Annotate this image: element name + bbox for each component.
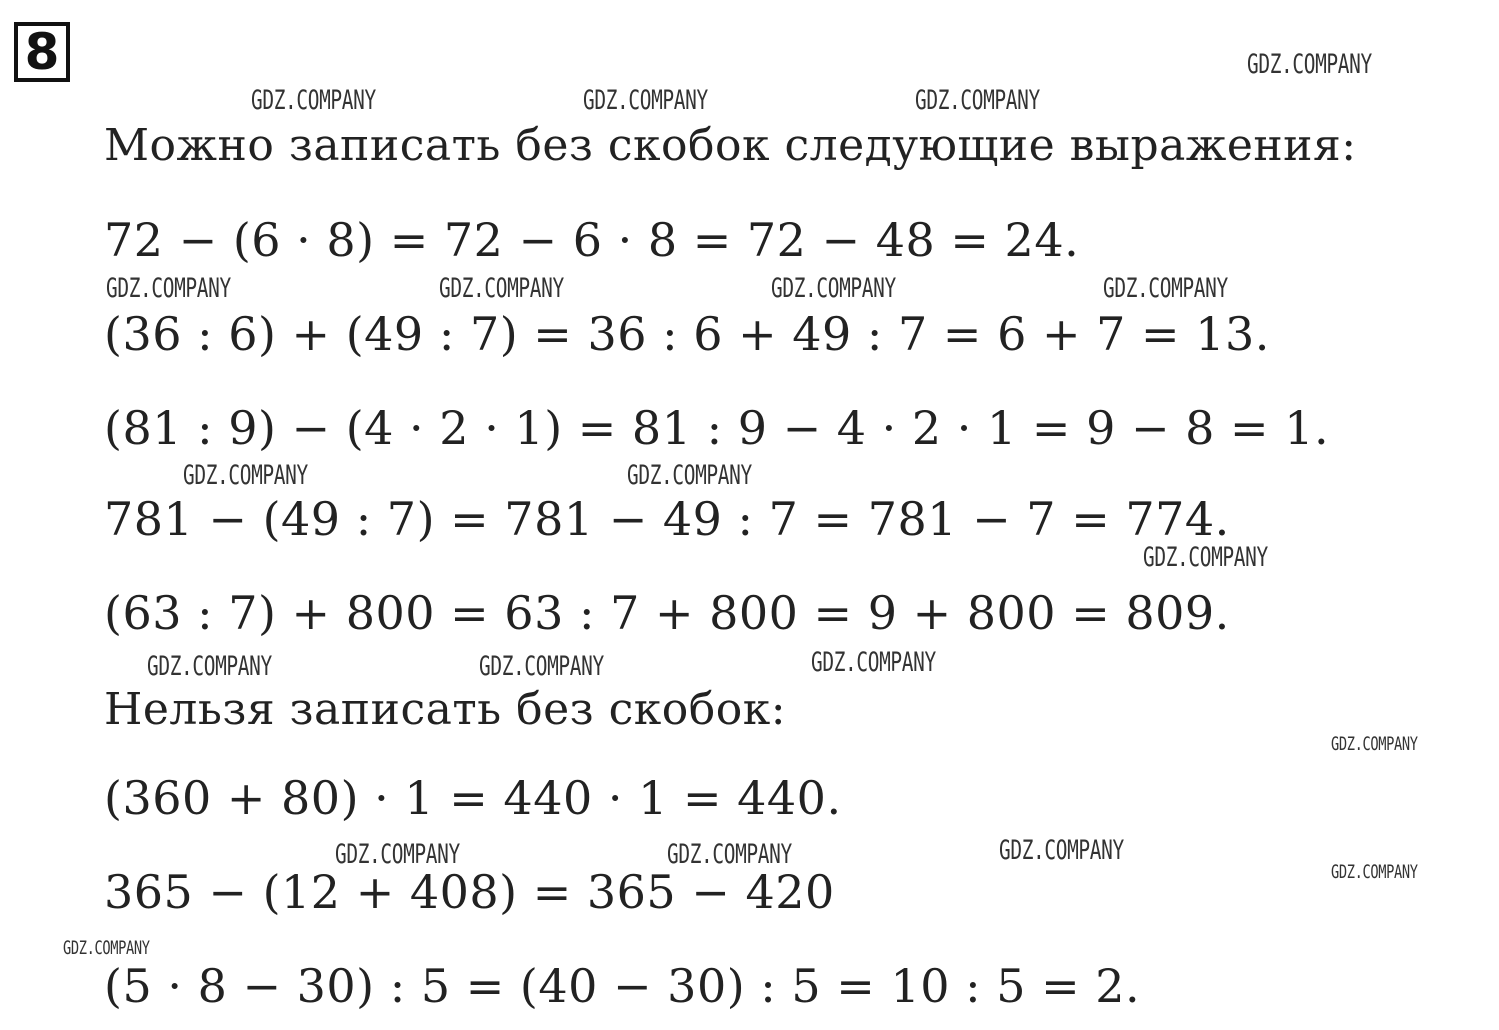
heading-can-without-brackets: Можно записать без скобок следующие выражения: [104, 120, 1357, 171]
watermark: GDZ.COMPANY [771, 273, 896, 304]
watermark: GDZ.COMPANY [183, 460, 308, 491]
expression-line-2: (36 : 6) + (49 : 7) = 36 : 6 + 49 : 7 = 6 + 7 = 13. [104, 307, 1270, 361]
watermark: GDZ.COMPANY [811, 647, 936, 678]
watermark: GDZ.COMPANY [147, 651, 272, 682]
watermark: GDZ.COMPANY [1103, 273, 1228, 304]
watermark: GDZ.COMPANY [63, 937, 150, 959]
expression-line-5: (63 : 7) + 800 = 63 : 7 + 800 = 9 + 800 = 809. [104, 586, 1230, 640]
watermark: GDZ.COMPANY [1331, 733, 1418, 755]
watermark: GDZ.COMPANY [1143, 542, 1268, 573]
expression-line-7: 365 − (12 + 408) = 365 − 420 [104, 865, 835, 919]
expression-line-6: (360 + 80) · 1 = 440 · 1 = 440. [104, 771, 842, 825]
watermark: GDZ.COMPANY [667, 839, 792, 870]
expression-line-8: (5 · 8 − 30) : 5 = (40 − 30) : 5 = 10 : 5 = 2. [104, 959, 1141, 1013]
expression-line-1: 72 − (6 · 8) = 72 − 6 · 8 = 72 − 48 = 24. [104, 213, 1080, 267]
watermark: GDZ.COMPANY [627, 460, 752, 491]
watermark: GDZ.COMPANY [439, 273, 564, 304]
watermark: GDZ.COMPANY [583, 85, 708, 116]
watermark: GDZ.COMPANY [335, 839, 460, 870]
watermark: GDZ.COMPANY [1247, 49, 1372, 80]
heading-cannot-without-brackets: Нельзя записать без скобок: [104, 684, 787, 735]
expression-line-3: (81 : 9) − (4 · 2 · 1) = 81 : 9 − 4 · 2 · 1 = 9 − 8 = 1. [104, 401, 1330, 455]
task-number-box: 8 [14, 22, 70, 82]
watermark: GDZ.COMPANY [251, 85, 376, 116]
watermark: GDZ.COMPANY [479, 651, 604, 682]
watermark: GDZ.COMPANY [106, 273, 231, 304]
watermark: GDZ.COMPANY [1331, 861, 1418, 883]
watermark: GDZ.COMPANY [915, 85, 1040, 116]
watermark: GDZ.COMPANY [999, 835, 1124, 866]
expression-line-4: 781 − (49 : 7) = 781 − 49 : 7 = 781 − 7 = 774. [104, 492, 1230, 546]
